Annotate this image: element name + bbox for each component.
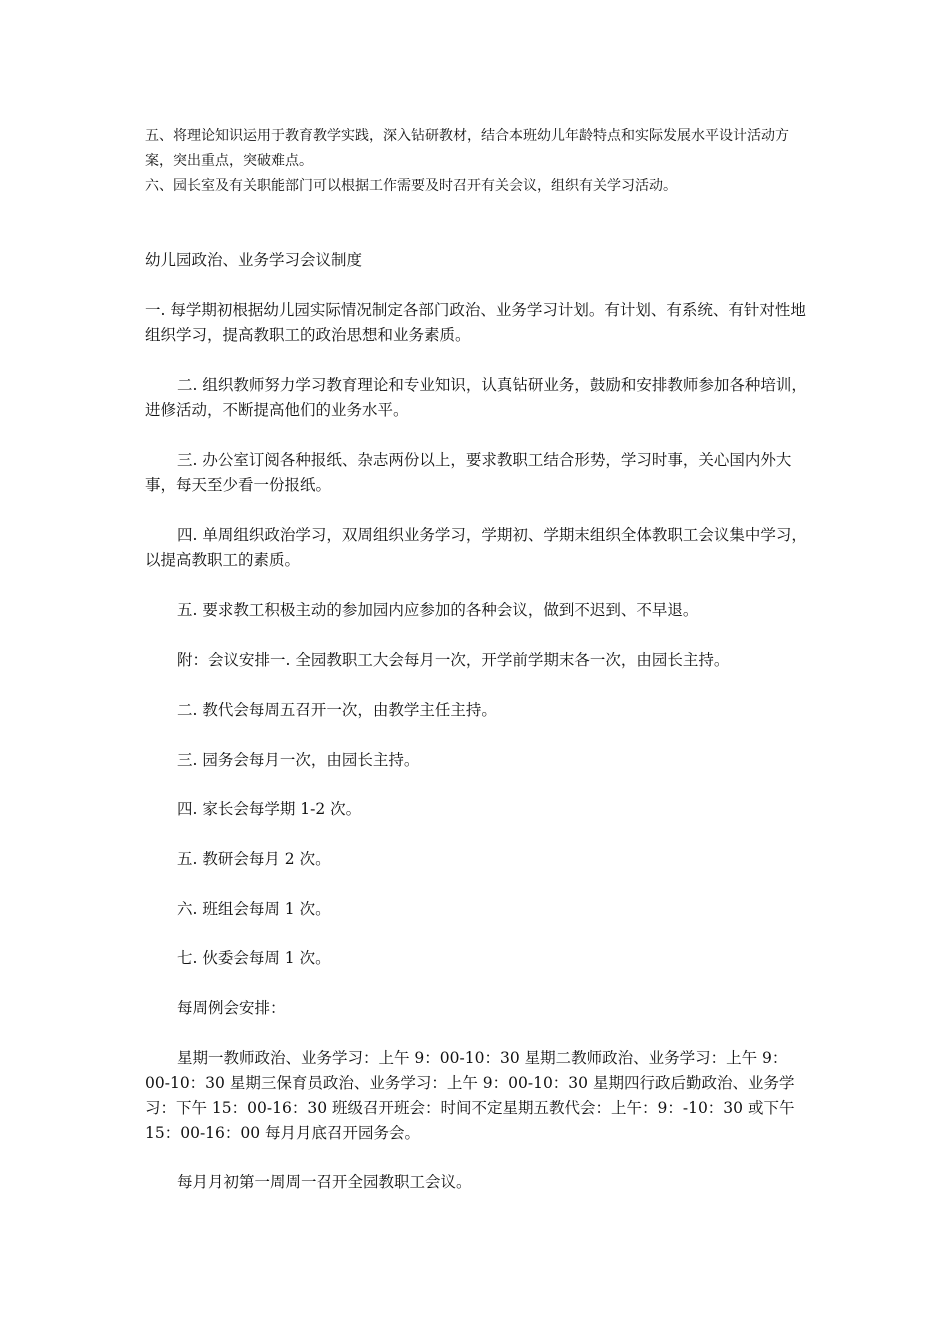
meeting-item-4: 四. 家长会每学期 1-2 次。 (177, 800, 362, 818)
meeting-item-2: 二. 教代会每周五召开一次，由教学主任主持。 (177, 701, 497, 719)
meeting-item-6: 六. 班组会每周 1 次。 (177, 900, 331, 918)
rule-item-5: 五. 要求教工积极主动的参加园内应参加的各种会议，做到不迟到、不早退。 (177, 601, 699, 619)
meeting-schedule-intro: 附：会议安排一. 全园教职工大会每月一次，开学前学期末各一次，由园长主持。 (177, 651, 730, 669)
meeting-item-7: 七. 伙委会每周 1 次。 (177, 949, 331, 967)
meeting-item-3: 三. 园务会每月一次，由园长主持。 (177, 751, 420, 769)
section-heading: 幼儿园政治、业务学习会议制度 (145, 251, 363, 269)
paragraph-six: 六、园长室及有关职能部门可以根据工作需要及时召开有关会议，组织有关学习活动。 (145, 178, 677, 194)
meeting-item-5: 五. 教研会每月 2 次。 (177, 850, 331, 868)
rule-item-1: 一. 每学期初根据幼儿园实际情况制定各部门政治、业务学习计划。有计划、有系统、有针对性地组织学习，提高教职工的政治思想和业务素质。 (145, 301, 806, 344)
rule-item-2: 二. 组织教师努力学习教育理论和专业知识，认真钻研业务，鼓励和安排教师参加各种培训，进修活动，不断提高他们的业务水平。 (145, 376, 807, 419)
paragraph-five: 五、将理论知识运用于教育教学实践，深入钻研教材，结合本班幼儿年龄特点和实际发展水平设计活动方案，突出重点，突破难点。 (145, 128, 789, 169)
weekly-meeting-heading: 每周例会安排： (177, 999, 286, 1017)
rule-item-3: 三. 办公室订阅各种报纸、杂志两份以上，要求教职工结合形势，学习时事，关心国内外大事，每天至少看一份报纸。 (145, 451, 792, 494)
monthly-meeting-note: 每月月初第一周周一召开全园教职工会议。 (177, 1173, 472, 1191)
rule-item-4: 四. 单周组织政治学习，双周组织业务学习，学期初、学期末组织全体教职工会议集中学习，以提高教职工的素质。 (145, 526, 807, 569)
weekly-meeting-schedule: 星期一教师政治、业务学习：上午 9：00-10：30 星期二教师政治、业务学习：上午 9：00-10：30 星期三保育员政治、业务学习：上午 9：00-10：30 星期四行政后勤政治、业务学习：下午 15：00-16：30 班级召开班会：时间不定星期五教代会：上午：9：-10：30 或下午 15：00-16：00 每月月底召开园务会。 (145, 1049, 795, 1142)
